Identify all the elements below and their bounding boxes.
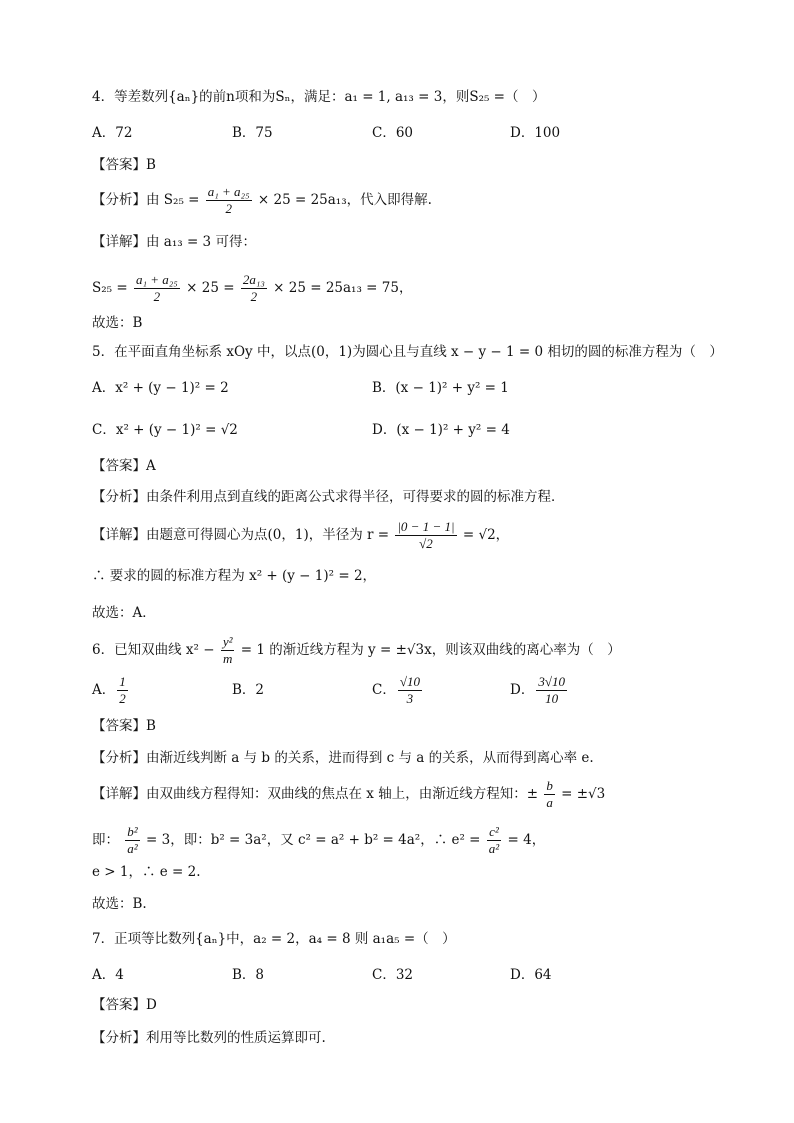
q7-option-c: C．32 bbox=[372, 967, 414, 983]
q4-option-a: A．72 bbox=[92, 125, 133, 141]
q6-option-a: A． $\frac{1}{2}$ bbox=[92, 674, 126, 706]
q4-detail: 【详解】由 a₁₃ = 3 可得： bbox=[92, 234, 256, 250]
analysis-tag: 【分析】 bbox=[92, 750, 146, 766]
q4-choice: 故选：B bbox=[92, 315, 143, 331]
q5-option-d: D．(x − 1)² + y² = 4 bbox=[372, 422, 510, 438]
fraction: $\frac{\text{c²}}{\text{a²}}$ bbox=[488, 824, 500, 856]
q6-option-d: D． $\frac{3√10}{10}$ bbox=[510, 674, 565, 706]
fraction: $\frac{\text{a₁ + a₂₅}}{2}$ bbox=[207, 184, 250, 216]
fraction: $\frac{|0 - 1 - 1|}{√2}$ bbox=[397, 519, 455, 551]
q6-option-b: B．2 bbox=[232, 682, 265, 698]
detail-tag: 【详解】 bbox=[92, 527, 146, 543]
fraction: $\frac{√10}{3}$ bbox=[399, 674, 420, 706]
analysis-tag: 【分析】 bbox=[92, 489, 146, 505]
detail-tag: 【详解】 bbox=[92, 786, 146, 802]
q4-stem: 4．等差数列{aₙ}的前n项和为Sₙ，满足：a₁ = 1, a₁₃ = 3，则S₂₅ =（ ） bbox=[92, 89, 546, 105]
q6-detail-line3: e > 1，∴ e = 2. bbox=[92, 864, 201, 880]
fraction: $\frac{3√10}{10}$ bbox=[538, 674, 565, 706]
q6-stem: 6．已知双曲线 x² − $\frac{\text{y²}}{m}$ = 1 的渐近线方程为 y = ±√3x，则该双曲线的离心率为（ ） bbox=[92, 634, 621, 666]
q5-option-b: B．(x − 1)² + y² = 1 bbox=[372, 380, 509, 396]
q7-answer: 【答案】D bbox=[92, 997, 157, 1013]
q4-analysis: 【分析】由 S₂₅ = $\frac{\text{a₁ + a₂₅}}{2}$ × 25 = 25a₁₃，代入即得解. bbox=[92, 184, 432, 216]
q6-choice: 故选：B. bbox=[92, 896, 147, 912]
q5-analysis: 【分析】由条件利用点到直线的距离公式求得半径，可得要求的圆的标准方程． bbox=[92, 489, 565, 505]
q5-choice: 故选：A． bbox=[92, 605, 156, 621]
fraction: $\frac{1}{2}$ bbox=[119, 674, 126, 706]
detail-tag: 【详解】 bbox=[92, 234, 146, 250]
fraction: $\frac{\text{y²}}{m}$ bbox=[222, 634, 233, 666]
q7-stem: 7．正项等比数列{aₙ}中，a₂ = 2，a₄ = 8 则 a₁a₅ =（ ） bbox=[92, 931, 456, 947]
q6-option-c: C． $\frac{√10}{3}$ bbox=[372, 674, 420, 706]
q6-detail-line2: 即： $\frac{\text{b²}}{\text{a²}}$ = 3，即：b² = 3a²，又 c² = a² + b² = 4a²，∴ e² = $\frac{\text{c²}}{\text{a²}}$ = 4， bbox=[92, 824, 546, 856]
q6-analysis: 【分析】由渐近线判断 a 与 b 的关系，进而得到 c 与 a 的关系，从而得到离心率 e. bbox=[92, 750, 594, 766]
q7-option-a: A．4 bbox=[92, 967, 124, 983]
fraction: $\frac{\text{2a₁₃}}{2}$ bbox=[242, 272, 265, 304]
q4-answer: 【答案】B bbox=[92, 157, 156, 173]
analysis-tag: 【分析】 bbox=[92, 192, 146, 208]
q7-analysis: 【分析】利用等比数列的性质运算即可. bbox=[92, 1030, 326, 1046]
q5-detail: 【详解】由题意可得圆心为点(0，1)，半径为 r = $\frac{|0 - 1 - 1|}{√2}$ = √2， bbox=[92, 519, 510, 551]
q6-detail: 【详解】由双曲线方程得知：双曲线的焦点在 x 轴上，由渐近线方程知：± $\frac{b}{a}$ = ±√3 bbox=[92, 778, 606, 810]
q5-option-c: C．x² + (y − 1)² = √2 bbox=[92, 422, 238, 438]
q4-option-c: C．60 bbox=[372, 125, 414, 141]
q7-option-b: B．8 bbox=[232, 967, 265, 983]
q7-option-d: D．64 bbox=[510, 967, 552, 983]
analysis-tag: 【分析】 bbox=[92, 1030, 146, 1046]
q5-answer: 【答案】A bbox=[92, 458, 156, 474]
fraction: $\frac{\text{a₁ + a₂₅}}{2}$ bbox=[135, 272, 178, 304]
q4-calculation: S₂₅ = $\frac{\text{a₁ + a₂₅}}{2}$ × 25 = $\frac{\text{2a₁₃}}{2}$ × 25 = 25a₁₃ = 75， bbox=[92, 272, 413, 304]
q4-option-d: D．100 bbox=[510, 125, 561, 141]
q5-therefore: ∴ 要求的圆的标准方程为 x² + (y − 1)² = 2， bbox=[92, 568, 377, 584]
fraction: $\frac{b}{a}$ bbox=[546, 778, 553, 810]
q6-answer: 【答案】B bbox=[92, 718, 156, 734]
q4-option-b: B．75 bbox=[232, 125, 273, 141]
q5-stem: 5．在平面直角坐标系 xOy 中，以点(0，1)为圆心且与直线 x − y − 1 = 0 相切的圆的标准方程为（ ） bbox=[92, 344, 723, 360]
q5-option-a: A．x² + (y − 1)² = 2 bbox=[92, 380, 229, 396]
fraction: $\frac{\text{b²}}{\text{a²}}$ bbox=[127, 824, 138, 856]
